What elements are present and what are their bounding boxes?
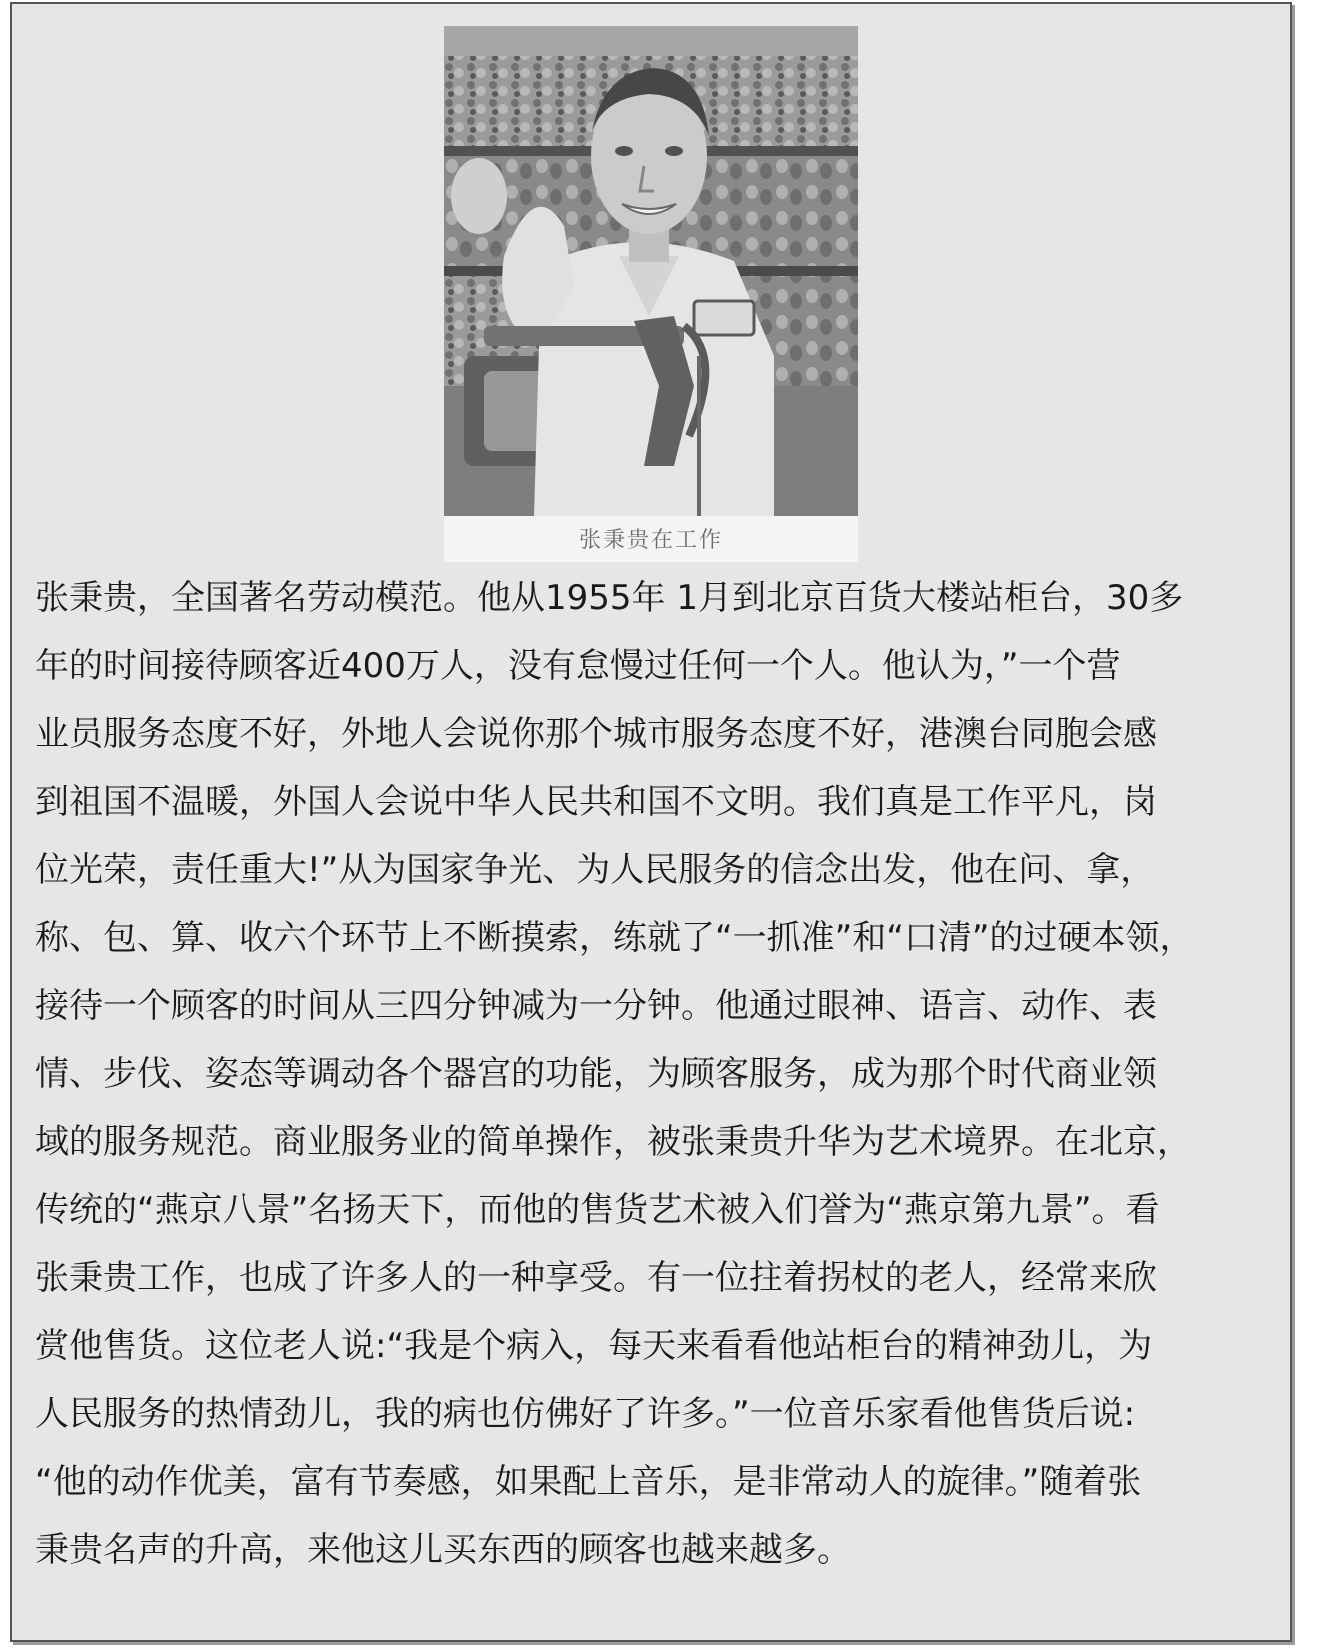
article-line: 传统的“燕京八景”名扬天下，而他的售货艺术被入们誉为“燕京第九景”。看 bbox=[35, 1190, 1160, 1230]
article-line: 年的时间接待顾客近400万人，没有怠慢过任何一个人。他认为，”一个营 bbox=[35, 646, 1121, 686]
article-line: 业员服务态度不好，外地人会说你那个城市服务态度不好，港澳台同胞会感 bbox=[35, 714, 1157, 754]
portrait-photo bbox=[444, 26, 858, 562]
article-line: 称、包、算、收六个环节上不断摸索，练就了“一抓准”和“口清”的过硬本领， bbox=[35, 918, 1194, 958]
article-line: 情、步伐、姿态等调动各个器宫的功能，为顾客服务，成为那个时代商业领 bbox=[35, 1054, 1157, 1094]
article-line: 位光荣，责任重大!”从为国家争光、为人民服务的信念出发，他在问、拿， bbox=[35, 850, 1155, 890]
photo-caption: 张秉贵在工作 bbox=[578, 528, 723, 553]
portrait-photo-image bbox=[444, 26, 858, 562]
article-line: 到祖国不温暖，外国人会说中华人民共和国不文明。我们真是工作平凡，岗 bbox=[35, 782, 1157, 822]
article-body bbox=[35, 564, 1297, 1584]
article-line: 张秉贵工作，也成了许多人的一种享受。有一位拄着拐杖的老人，经常来欣 bbox=[35, 1258, 1157, 1298]
article-line: 人民服务的热情劲儿，我的病也仿佛好了许多。”一位音乐家看他售货后说: bbox=[35, 1394, 1136, 1434]
article-line: 接待一个顾客的时间从三四分钟减为一分钟。他通过眼神、语言、动作、表 bbox=[35, 986, 1157, 1026]
article-line: 赏他售货。这位老人说:“我是个病入，每天来看看他站柜台的精神劲儿，为 bbox=[35, 1326, 1153, 1366]
article-line: 域的服务规范。商业服务业的简单操作，被张秉贵升华为艺术境界。在北京， bbox=[35, 1122, 1191, 1162]
article-line: 张秉贵，全国著名劳动模范。他从1955年 1月到北京百货大楼站柜台，30多 bbox=[35, 578, 1184, 618]
article-line: “他的动作优美，富有节奏感，如果配上音乐，是非常动人的旋律。”随着张 bbox=[35, 1462, 1142, 1502]
article-line: 秉贵名声的升高，来他这儿买东西的顾客也越来越多。 bbox=[35, 1530, 851, 1570]
document-panel bbox=[10, 2, 1292, 1642]
